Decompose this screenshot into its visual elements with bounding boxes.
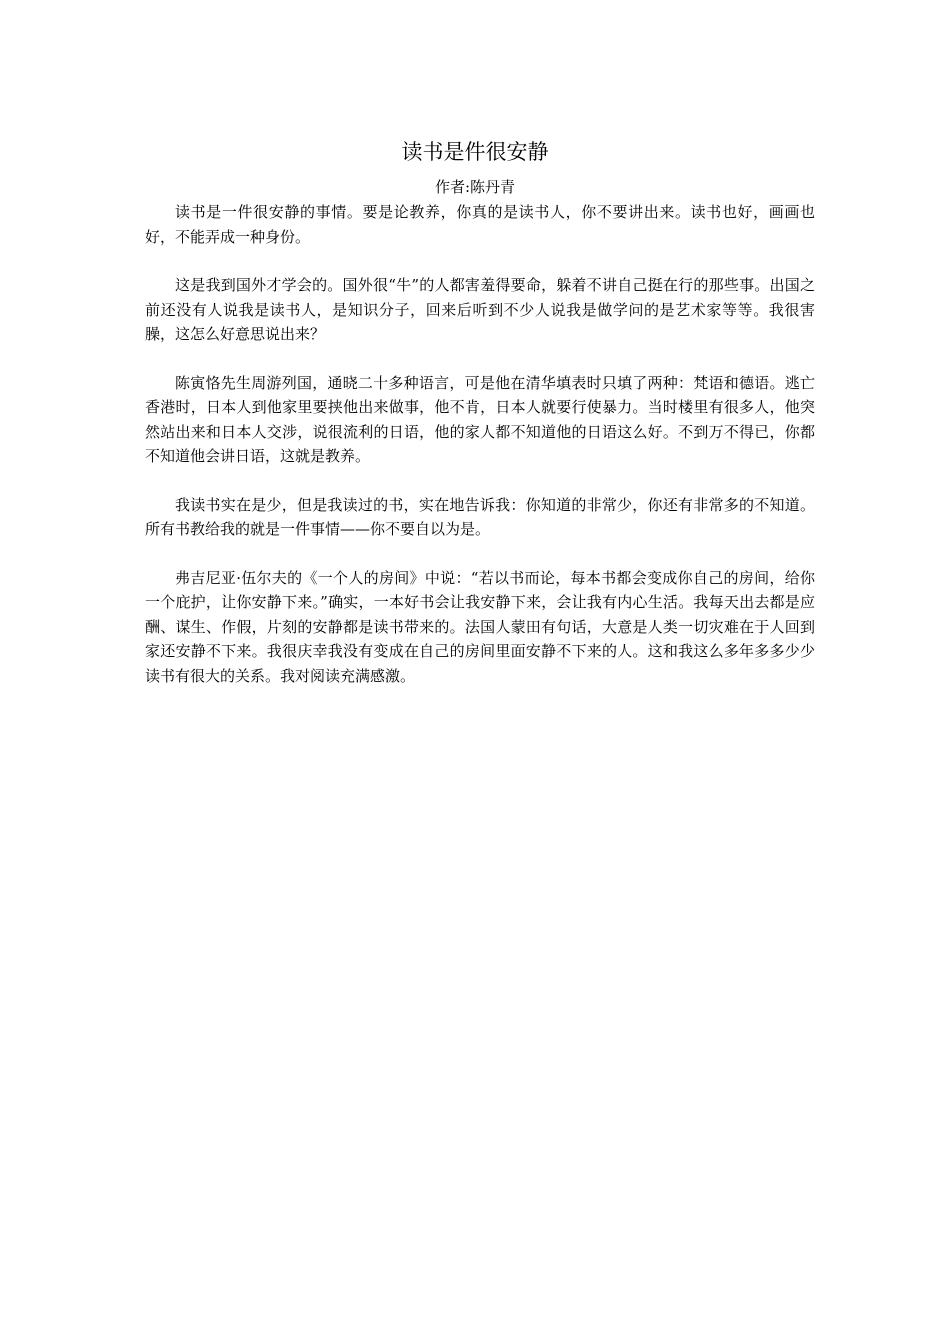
- paragraph: 陈寅恪先生周游列国，通晓二十多种语言，可是他在清华填表时只填了两种：梵语和德语。逃亡香港时，日本人到他家里要挟他出来做事，他不肯，日本人就要行使暴力。当时楼里有很多人，他突然站出来和日本人交涉，说很流利的日语，他的家人都不知道他的日语这么好。不到万不得已，你都不知道他会讲日语，这就是教养。: [145, 373, 815, 465]
- paragraph: 我读书实在是少，但是我读过的书，实在地告诉我：你知道的非常少，你还有非常多的不知道。所有书教给我的就是一件事情——你不要自以为是。: [145, 495, 815, 538]
- document-author: 作者:陈丹青: [434, 178, 516, 196]
- document-body: [145, 200, 815, 712]
- paragraph: 弗吉尼亚·伍尔夫的《一个人的房间》中说：“若以书而论，每本书都会变成你自己的房间，给你一个庇护，让你安静下来。”确实，一本好书会让我安静下来，会让我有内心生活。我每天出去都是应酬、谋生、作假，片刻的安静都是读书带来的。法国人蒙田有句话，大意是人类一切灾难在于人回到家还安静不下来。我很庆幸我没有变成在自己的房间里面安静不下来的人。这和我这么多年多多少少读书有很大的关系。我对阅读充满感激。: [145, 568, 815, 685]
- paragraph: 读书是一件很安静的事情。要是论教养，你真的是读书人，你不要讲出来。读书也好，画画也好，不能弄成一种身份。: [145, 203, 815, 246]
- document-title: 读书是件很安静: [401, 140, 549, 164]
- paragraph: 这是我到国外才学会的。国外很“牛”的人都害羞得要命，躲着不讲自己挺在行的那些事。出国之前还没有人说我是读书人，是知识分子，回来后听到不少人说我是做学问的是艺术家等等。我很害臊，这怎么好意思说出来？: [145, 276, 815, 343]
